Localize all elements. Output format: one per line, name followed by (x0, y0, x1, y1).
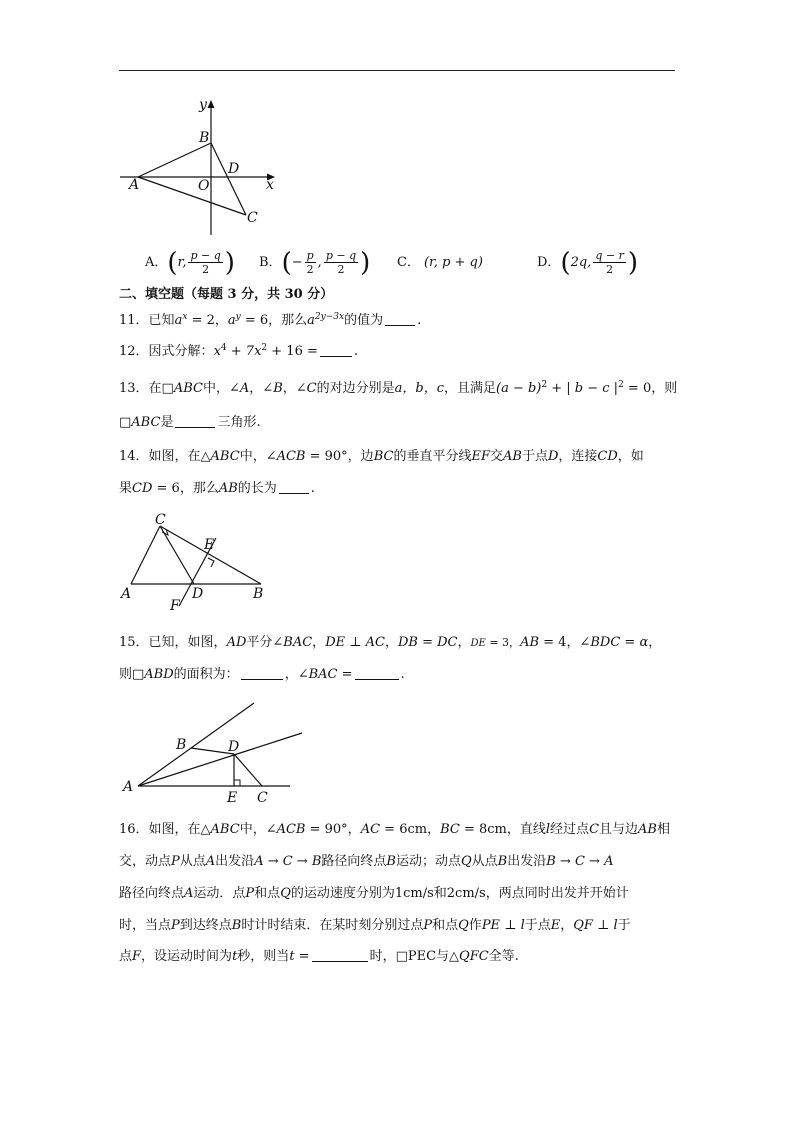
ray-bisector-AD (138, 733, 302, 786)
right-angle-E (234, 780, 240, 786)
segment-AB (138, 143, 211, 177)
label-D: D (192, 586, 204, 602)
figure-coordinate-triangle (115, 95, 285, 235)
answer-blank[interactable] (320, 344, 352, 357)
choice-c[interactable]: C． (r, p + q) (397, 255, 483, 270)
question-13-line2: □ABC是 三角形. (119, 415, 261, 430)
choice-a[interactable]: A． ( r, $\frac{p - q}{2}$ ) (145, 247, 235, 278)
label-E: E (204, 537, 215, 553)
label-C: C (257, 790, 268, 806)
answer-blank-angle[interactable] (355, 667, 399, 680)
label-y: y (199, 97, 207, 113)
question-16-line5: 点F，设运动时间为t秒，则当t = 时，□PEC与△QFC全等. (119, 949, 519, 964)
segment-CD (160, 526, 194, 584)
label-A: A (129, 177, 140, 193)
label-D: D (228, 739, 240, 755)
y-axis-arrow (208, 100, 215, 108)
segment-DC (234, 754, 262, 786)
label-A: A (123, 779, 134, 795)
header-rule (119, 70, 675, 71)
section-title: 二、填空题（每题 3 分，共 30 分） (119, 287, 334, 302)
choice-d[interactable]: D． ( 2q, $\frac{q - r}{2}$ ) (537, 247, 638, 278)
choice-row (145, 247, 638, 279)
answer-blank[interactable] (175, 415, 215, 428)
question-14-line2: 果CD = 6，那么AB的长为 . (119, 481, 315, 496)
fraction: $\frac{p}{2}$ (306, 249, 314, 276)
choice-b[interactable]: B． ( − $\frac{p}{2}$ , $\frac{p - q}{2}$ ) (259, 247, 371, 278)
fraction: $\frac{q - r}{2}$ (595, 249, 624, 276)
question-15-line1: 15．已知，如图，AD平分∠BAC，DE ⊥ AC，DB = DC，DE = 3，AB = 4，∠BDC = α， (119, 635, 662, 650)
label-B: B (176, 737, 187, 753)
label-A: A (121, 586, 132, 602)
figure-angle-bisector (118, 698, 308, 808)
answer-blank[interactable] (312, 949, 368, 962)
question-12: 12．因式分解：$x^4 + 7x^2 + 16$ = . (119, 343, 359, 359)
label-F: F (170, 598, 180, 614)
right-angle-E (208, 558, 214, 567)
label-B: B (199, 130, 210, 146)
label-x: x (266, 177, 274, 193)
label-C: C (247, 210, 258, 226)
figure-perpendicular-bisector (118, 510, 278, 614)
label-B: B (253, 586, 264, 602)
label-C: C (155, 512, 166, 528)
question-16-line3: 路径向终点A运动．点P和点Q的运动速度分别为1cm/s和2cm/s，两点同时出发并开始计 (119, 886, 629, 901)
question-15-line2: 则□ABD的面积为： ，∠BAC = . (119, 667, 405, 682)
question-16-line4: 时，当点P到达终点B时计时结束．在某时刻分别过点P和点Q作PE ⊥ l于点E，QF ⊥ l于 (119, 918, 631, 933)
answer-blank[interactable] (385, 313, 415, 326)
answer-blank-area[interactable] (241, 667, 283, 680)
question-16-line1: 16．如图，在△ABC中，∠ACB = 90°，AC = 6cm，BC = 8cm，直线l经过点C且与边AB相 (119, 822, 670, 837)
question-11: 11．已知$a^x = 2$，$a^y = 6$，那么$a^{2y-3x}$的值为 . (119, 312, 422, 328)
question-14-line1: 14．如图，在△ABC中，∠ACB = 90°，边BC的垂直平分线EF交AB于点D，连接CD，如 (119, 449, 644, 464)
segment-CB (160, 526, 261, 584)
label-E: E (227, 790, 238, 806)
question-16-line2: 交，动点P从点A出发沿A → C → B路径向终点B运动；动点Q从点B出发沿B → C → A (119, 854, 614, 869)
fraction: $\frac{p - q}{2}$ (190, 249, 221, 276)
fraction: $\frac{p - q}{2}$ (325, 249, 357, 276)
question-13-line1: 13．在□ABC中，∠A，∠B，∠C的对边分别是a，b，c，且满足$(a - b)^2$ + | b − c $|^2 = 0$，则 (119, 380, 678, 396)
label-D: D (228, 161, 240, 177)
label-O: O (198, 178, 210, 194)
segment-AC (131, 526, 160, 584)
answer-blank[interactable] (279, 481, 309, 494)
